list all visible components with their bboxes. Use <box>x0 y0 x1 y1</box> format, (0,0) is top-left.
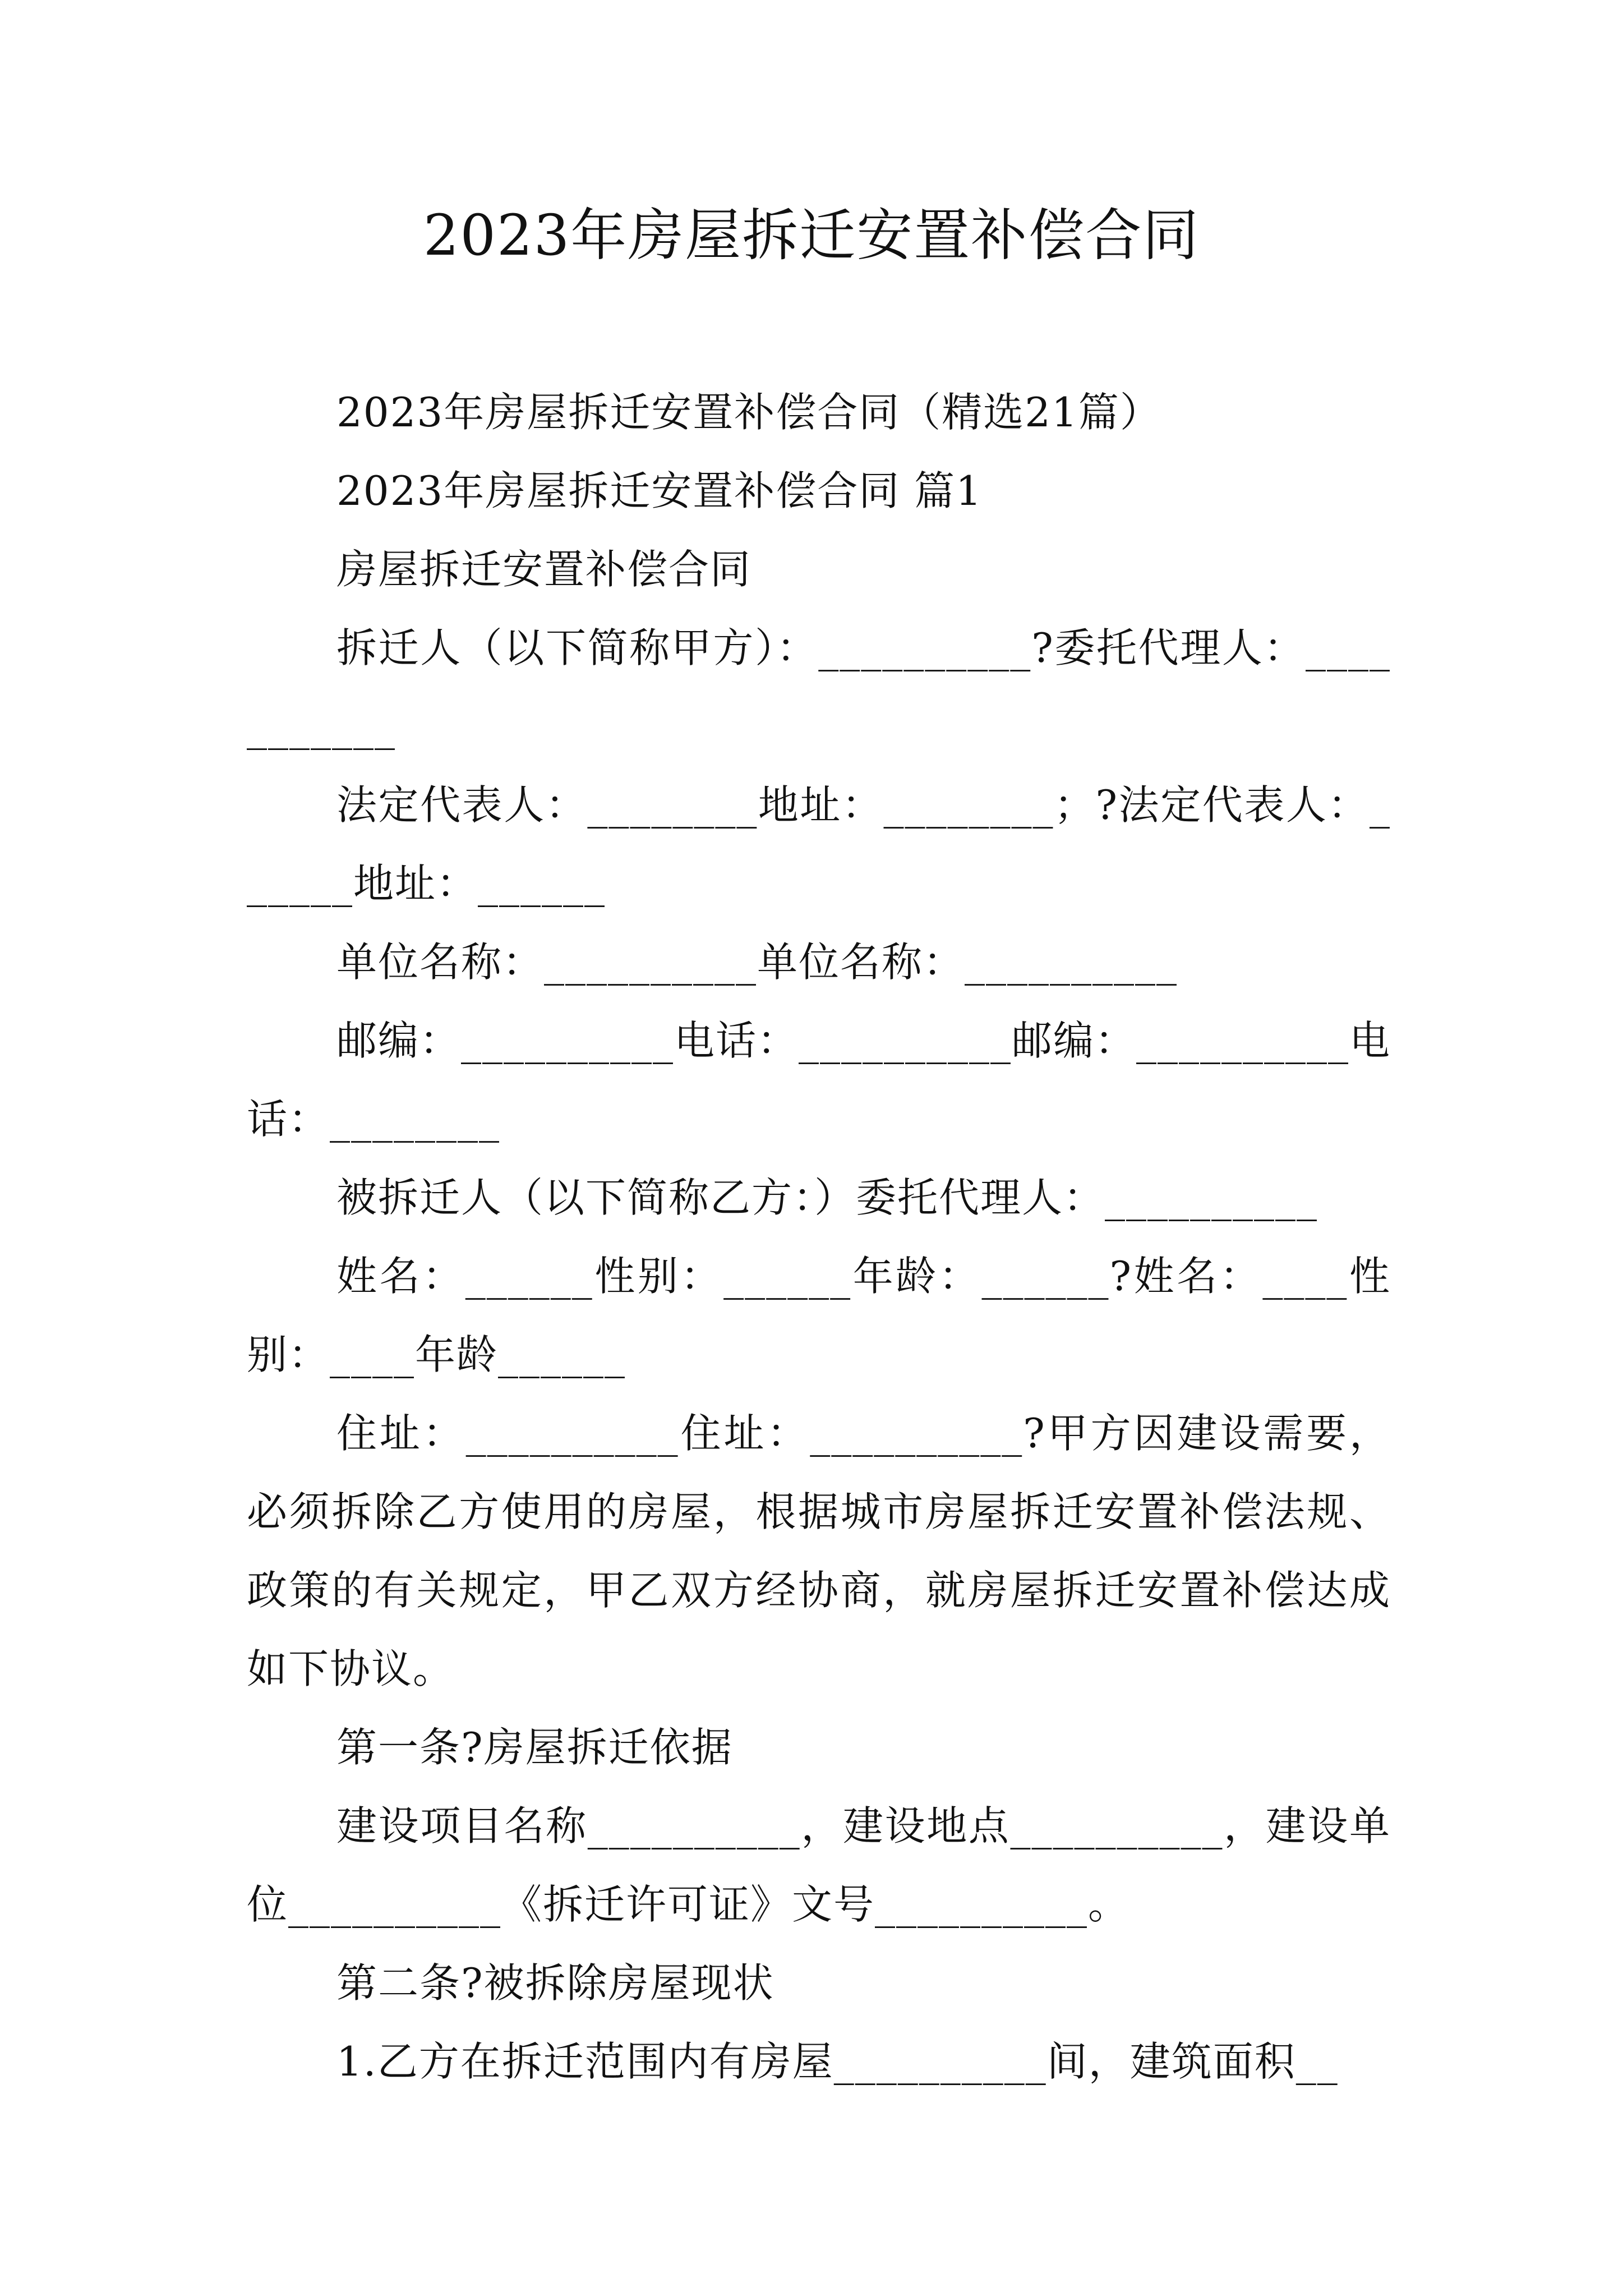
document-body <box>247 373 1391 2101</box>
paragraph-article-1-body: 建设项目名称__________，建设地点__________，建设单位__________《拆迁许可证》文号__________。 <box>247 1802 1391 1928</box>
paragraph-party-b: 被拆迁人（以下简称乙方：）委托代理人：__________ <box>336 1174 1318 1221</box>
paragraph-subtitle: 2023年房屋拆迁安置补偿合同（精选21篇） <box>336 389 1161 436</box>
paragraph-chapter-heading: 2023年房屋拆迁安置补偿合同 篇1 <box>336 467 983 514</box>
paragraph-article-2-item-1: 1.乙方在拆迁范围内有房屋__________间，建筑面积__ <box>336 2038 1339 2085</box>
paragraph-name-gender-age: 姓名：______性别：______年龄：______?姓名：____性别：____年龄______ <box>247 1253 1391 1378</box>
paragraph-contract-title: 房屋拆迁安置补偿合同 <box>336 546 752 593</box>
paragraph-address-agreement: 住址：__________住址：__________?甲方因建设需要，必须拆除乙方使用的房屋，根据城市房屋拆迁安置补偿法规、政策的有关规定，甲乙双方经协商，就房屋拆迁安置补偿达成如下协议。 <box>247 1410 1391 1692</box>
paragraph-party-a: 拆迁人（以下简称甲方）：__________?委托代理人：___________ <box>247 624 1391 750</box>
paragraph-legal-rep: 法定代表人：________地址：________；?法定代表人：______地址：______ <box>247 781 1391 907</box>
paragraph-article-2-heading: 第二条?被拆除房屋现状 <box>336 1959 774 2007</box>
paragraph-postcode-phone: 邮编：__________电话：__________邮编：__________电话：________ <box>247 1017 1391 1143</box>
paragraph-unit-name: 单位名称：__________单位名称：__________ <box>336 938 1178 986</box>
document-title: 2023年房屋拆迁安置补偿合同 <box>423 203 1200 268</box>
paragraph-article-1-heading: 第一条?房屋拆迁依据 <box>336 1724 733 1771</box>
